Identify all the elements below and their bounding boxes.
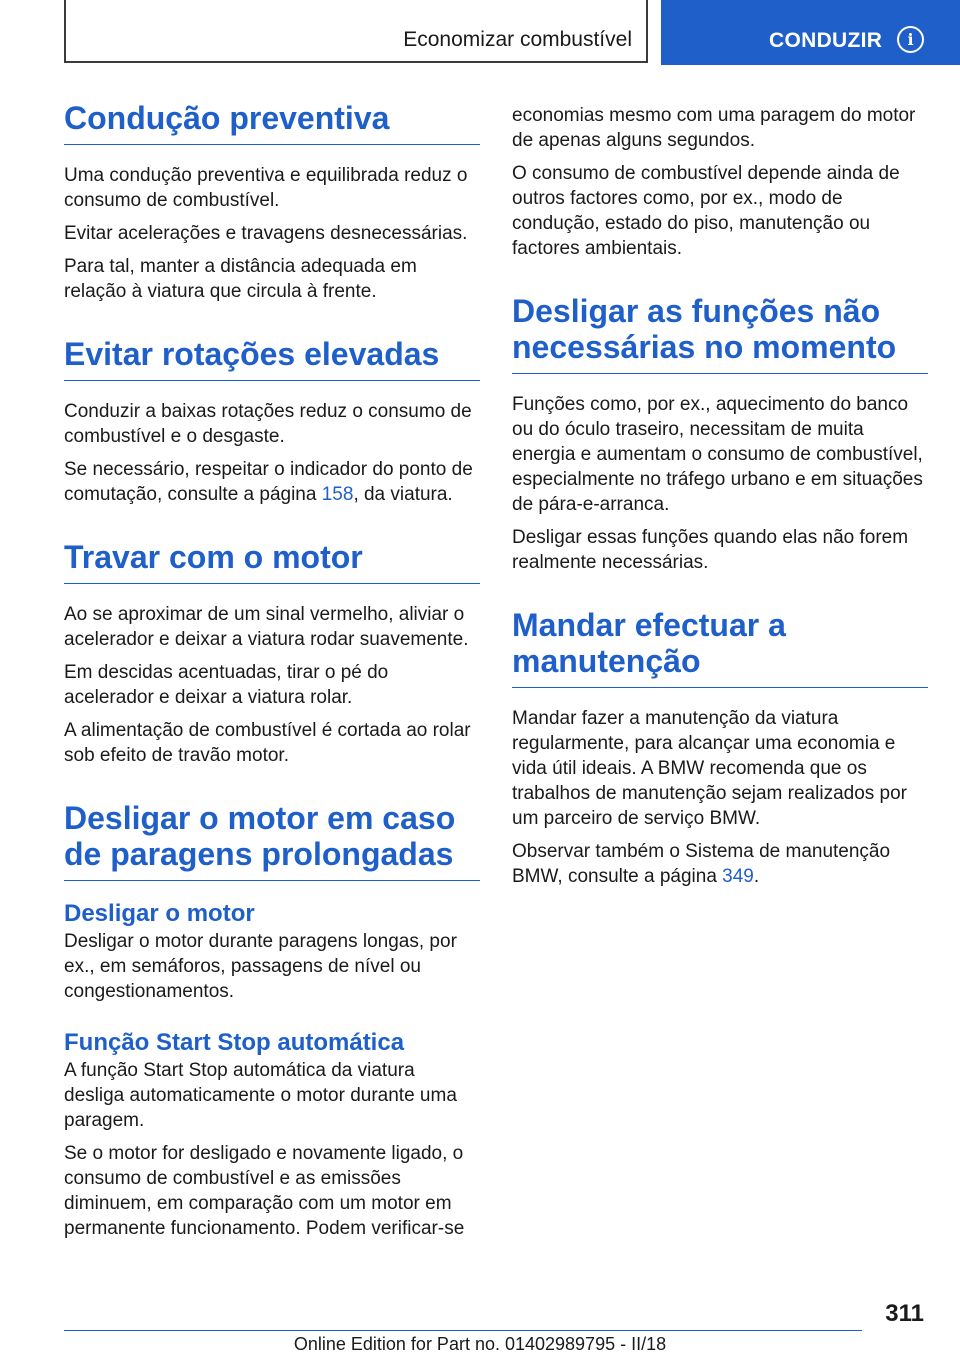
heading-conducao-preventiva: Condução preventiva xyxy=(64,100,480,145)
paragraph: Funções como, por ex., aquecimento do banco ou do óculo traseiro, necessitam de muita energia e aumentam o consumo de combustível, especialmente no tráfego urbano e em situações de pára-e-arranca. xyxy=(512,394,923,515)
paragraph: Em descidas acentuadas, tirar o pé do acelerador e deixar a viatura rolar. xyxy=(64,662,389,708)
heading-desligar-motor-paragens: Desligar o motor em caso de paragens prolongadas xyxy=(64,800,480,881)
paragraph-with-link: Se necessário, respeitar o indicador do ponto de comutação, consulte a página 158, da viatura. xyxy=(64,459,473,505)
paragraph: Conduzir a baixas rotações reduz o consumo de combustível e o desgaste. xyxy=(64,401,472,447)
left-column xyxy=(64,100,480,1249)
header-chapter-title: CONDUZIR xyxy=(769,29,883,52)
paragraph: A alimentação de combustível é cortada ao rolar sob efeito de travão motor. xyxy=(64,720,471,766)
header-section-title: Economizar combustível xyxy=(403,28,632,51)
header-section-box xyxy=(64,0,648,63)
paragraph: economias mesmo com uma paragem do motor de apenas alguns segundos. xyxy=(512,105,916,151)
header-chapter-tab[interactable] xyxy=(661,0,960,65)
paragraph: Desligar essas funções quando elas não forem realmente necessárias. xyxy=(512,527,909,573)
page-link-349[interactable]: 349 xyxy=(722,866,754,887)
heading-manutencao: Mandar efectuar a manutenção xyxy=(512,607,928,688)
info-icon[interactable]: i xyxy=(897,26,924,53)
subheading-desligar-motor: Desligar o motor xyxy=(64,900,255,927)
paragraph: Evitar acelerações e travagens desnecessárias. xyxy=(64,223,468,244)
paragraph: O consumo de combustível depende ainda de outros factores como, por ex., modo de condução, estado do piso, manutenção ou factores ambientais. xyxy=(512,163,900,259)
paragraph: Para tal, manter a distância adequada em relação à viatura que circula à frente. xyxy=(64,256,417,302)
paragraph: Desligar o motor durante paragens longas, por ex., em semáforos, passagens de nível ou congestionamentos. xyxy=(64,931,457,1002)
heading-evitar-rotacoes: Evitar rotações elevadas xyxy=(64,336,480,381)
paragraph-with-link: Observar também o Sistema de manutenção BMW, consulte a página 349. xyxy=(512,841,891,887)
paragraph: Mandar fazer a manutenção da viatura regularmente, para alcançar uma economia e vida útil ideais. A BMW recomenda que os trabalhos de manutenção sejam realizados por um parceiro de serviço BMW. xyxy=(512,708,908,829)
paragraph: Se o motor for desligado e novamente ligado, o consumo de combustível e as emissões diminuem, em comparação com um motor em permanente funcionamento. Podem verificar-se xyxy=(64,1143,465,1239)
subheading-start-stop: Função Start Stop automática xyxy=(64,1029,405,1056)
footer-divider xyxy=(64,1330,862,1331)
paragraph: A função Start Stop automática da viatura desliga automaticamente o motor durante uma paragem. xyxy=(64,1060,457,1131)
paragraph: Ao se aproximar de um sinal vermelho, aliviar o acelerador e deixar a viatura rodar suavemente. xyxy=(64,604,469,650)
heading-travar-motor: Travar com o motor xyxy=(64,539,480,584)
right-column xyxy=(512,103,928,897)
heading-desligar-funcoes: Desligar as funções não necessárias no momento xyxy=(512,293,928,374)
paragraph: Uma condução preventiva e equilibrada reduz o consumo de combustível. xyxy=(64,165,468,211)
footer-edition: Online Edition for Part no. 01402989795 - II/18 xyxy=(293,1334,667,1354)
page-link-158[interactable]: 158 xyxy=(321,484,354,505)
page-number: 311 xyxy=(885,1300,924,1327)
